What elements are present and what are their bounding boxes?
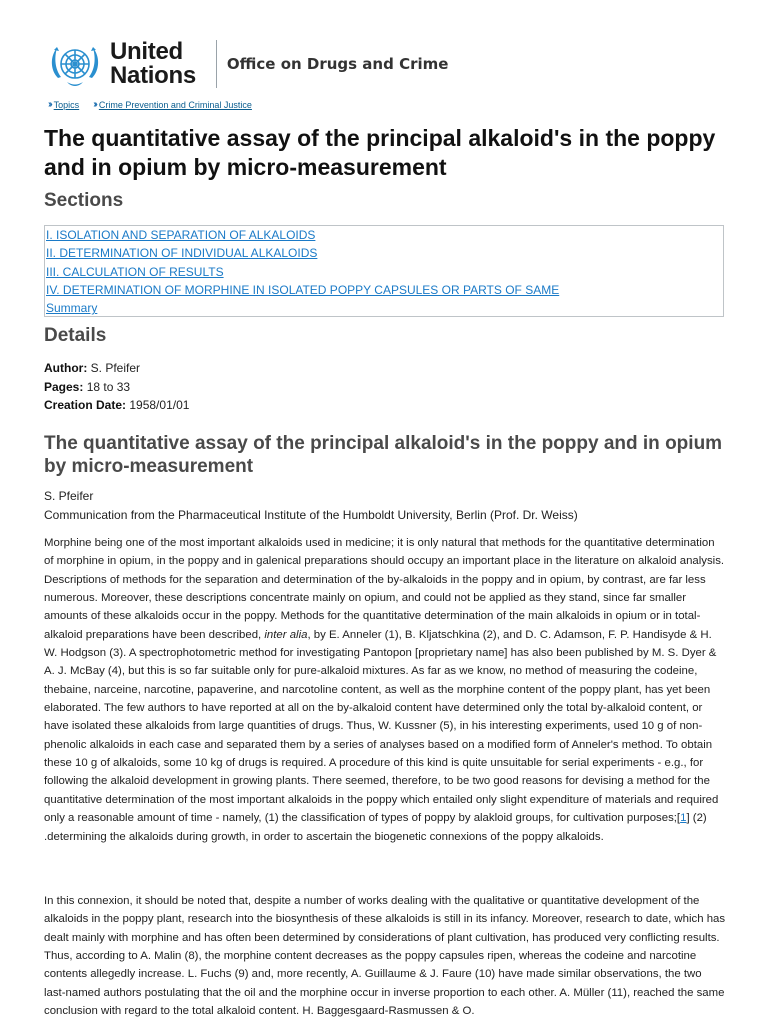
un-name-line1: United [110,38,183,65]
sections-list [44,225,724,317]
footnote-link-1[interactable]: 1 [680,812,687,825]
page-title: The quantitative assay of the principal alkaloid's in the poppy and in opium by micro-measurement [44,125,716,180]
article-paragraph-2: In this connexion, it should be noted that, despite a number of works dealing with the qualitative or quantitative development of the alkaloids in the poppy plant, research into the biosynthesis of these alkaloids is still in its infancy. Moreover, research to date, which has dealt mainly with morphine and has often been determined by considerations of plant cultivation, has produced very conflicting results. Thus, according to A. Malin (8), the morphine content decreases as the poppy capsules ripen, whereas the codeine and narcotine contents allegedly increase. L. Fuchs (9) and, more recently, A. Guillaume & J. Faure (10) have made similar observations, the two last-named authors postulating that the oil and the morphine occur in inverse proportion to each other. A. Müller (11), reached the same conclusion with regard to the total alkaloid content. H. Baggesgaard-Rasmussen & O. [44,895,726,1018]
double-chevron-right-icon: ›› [93,99,96,110]
article-title: The quantitative assay of the principal alkaloid's in the poppy and in opium by micro-measurement [44,433,723,477]
header-divider [216,40,217,88]
section-link-determination[interactable]: II. DETERMINATION OF INDIVIDUAL ALKALOIDS [46,246,318,261]
article-paragraph-1 [44,534,726,846]
detail-author-value: S. Pfeifer [90,361,141,375]
breadcrumb-link-topics[interactable]: Topics [53,99,80,110]
section-link-summary[interactable]: Summary [46,301,98,316]
paragraph-text: , by E. Anneler (1), B. Kljatschkina (2), and D. C. Adamson, F. P. Handisyde & H. W. Hodgson (3). A spectrophotometric method for investigating Pantopon [proprietary name] has also been published by M. S. Dyer & A. J. McBay (4), but this is so far suitable only for pure-alkaloid mixtures. As far as we know, no method of measuring the codeine, thebaine, narceine, narcotine, papaverine, and narcotoline content, as well as the morphine content of the poppy plant, has yet been elaborated. The few authors to have reported at all on the by-alkaloid content have determined only the total by-alkaloid content, or have isolated these alkaloids from large quantities of drugs. Thus, W. Kussner (5), in his interesting experiments, used 10 g of non-phenolic alkaloids in each case and separated them by a series of analyses based on a modified form of Anneler's method. To obtain these 10 g of alkaloids, some 10 kg of drugs is required. A procedure of this kind is quite unsuitable for serial experiments - e.g., for following the alkaloid development in growing plants. There seemed, therefore, to be two good reasons for devising a method for the quantitative determination of the most important alkaloids in the poppy which entailed only slight expenditure of materials and required only a reasonable amount of time - namely, (1) the classification of types of poppy by alakloid groups, for cultivation purposes;[ [44,628,719,825]
details-block [44,359,189,415]
breadcrumb-link-crime-prevention[interactable]: Crime Prevention and Criminal Justice [98,99,252,110]
section-link-isolation[interactable]: I. ISOLATION AND SEPARATION OF ALKALOIDS [46,228,316,242]
breadcrumb [48,99,252,110]
detail-date-value: 1958/01/01 [129,398,190,412]
breadcrumb-item-topics [48,99,79,110]
details-heading: Details [44,325,107,346]
site-header [44,37,448,91]
breadcrumb-item-crime-prevention [93,99,252,110]
un-emblem-icon[interactable] [44,38,106,90]
un-name-line2: Nations [110,62,196,89]
detail-pages-value: 18 to 33 [86,379,131,394]
paragraph-text: ] (2) .determining the alkaloids during growth, in order to ascertain the biogenetic connexions of the poppy alkaloids. [44,812,707,843]
office-name[interactable]: Office on Drugs and Crime [226,55,449,73]
detail-author [44,359,189,378]
article-affiliation: Communication from the Pharmaceutical Institute of the Humboldt University, Berlin (Prof. Dr. Weiss) [44,507,578,522]
paragraph-text: Morphine being one of the most important alkaloids used in medicine; it is only natural that methods for the quantitative determination of morphine in opium, in the poppy and in galenical preparations should occupy an important place in the literature on alkaloid analysis. Descriptions of methods for the separation and determination of the by-alkaloids in the poppy and in opium, by contrast, are far less numerous. Moreover, these descriptions concentrate mainly on opium, and could not be applied as they stand, since far smaller amounts of these alkaloids occur in the poppy. Methods for the quantitative determination of the main alkaloids in opium or in total-alkaloid preparations have been described, [44,537,725,641]
detail-date [44,396,189,415]
detail-pages-label: Pages: [44,379,84,394]
double-chevron-right-icon: ›› [48,99,51,110]
un-wordmark[interactable] [110,40,196,88]
paragraph-italic: inter alia [264,628,308,641]
detail-pages [44,378,189,397]
detail-author-label: Author: [44,361,88,375]
section-link-calculation[interactable]: III. CALCULATION OF RESULTS [46,264,224,279]
section-link-morphine[interactable]: IV. DETERMINATION OF MORPHINE IN ISOLATED POPPY CAPSULES OR PARTS OF SAME [46,282,560,297]
sections-heading: Sections [44,190,124,211]
detail-date-label: Creation Date: [44,398,127,412]
article-author: S. Pfeifer [44,489,94,503]
article-meta [44,487,578,524]
